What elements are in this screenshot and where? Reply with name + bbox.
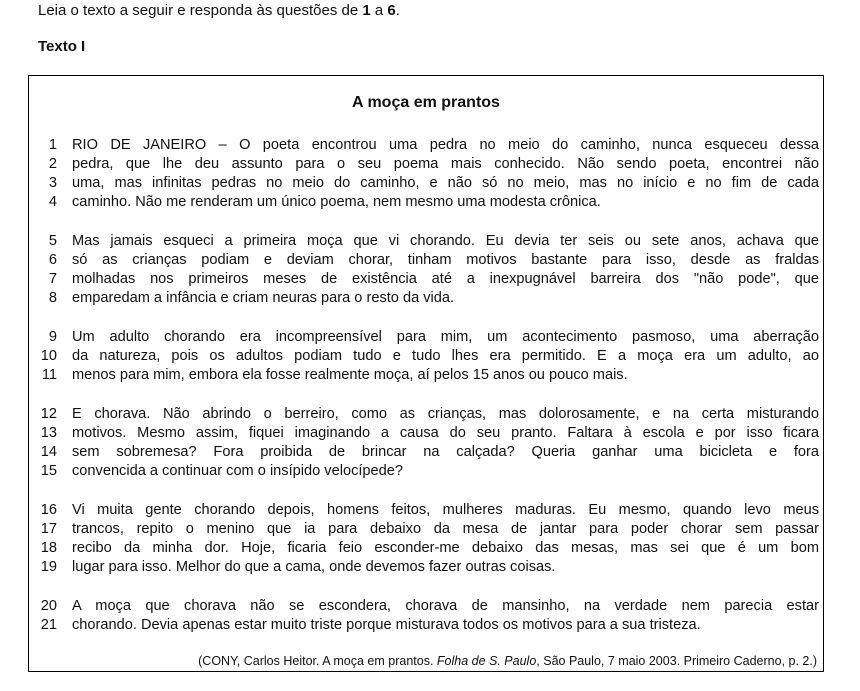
text-line <box>29 328 825 347</box>
line-text: chorando. Devia apenas estar muito triste porque misturava todos os motivos para a sua tristeza. <box>72 617 701 633</box>
source-newspaper: Folha de S. Paulo <box>436 654 537 668</box>
line-number: 21 <box>40 617 57 633</box>
instructions-connector: a <box>370 2 388 19</box>
text-line <box>29 405 825 424</box>
line-number: 10 <box>40 348 57 364</box>
line-text: uma, mas infinitas pedras no meio do caminho, e não só no meio, mas no início e no fim de cada <box>72 175 819 191</box>
line-text: molhadas nos primeiros meses de existência até a inexpugnável barreira dos "não pode", que <box>72 271 819 287</box>
text-line <box>29 232 825 251</box>
line-number: 11 <box>41 367 57 383</box>
line-number: 3 <box>48 175 57 191</box>
line-text: Um adulto chorando era incompreensível para mim, um acontecimento pasmoso, uma aberração <box>72 329 819 345</box>
line-number: 16 <box>40 502 57 518</box>
text-title: A moça em prantos <box>352 94 500 111</box>
text-line <box>29 616 825 635</box>
line-number: 13 <box>40 425 57 441</box>
text-line <box>29 462 825 481</box>
text-line <box>29 155 825 174</box>
line-text: convencida a continuar com o insípido velocípede? <box>72 463 404 479</box>
line-number: 2 <box>48 156 57 172</box>
text-line <box>29 501 825 520</box>
line-text: recibo da minha dor. Hoje, ficaria feio esconder-me debaixo das mesas, mas sei que é um bom <box>72 540 819 556</box>
line-number: 18 <box>40 540 57 556</box>
instructions-period: . <box>395 2 400 19</box>
text-line <box>29 520 825 539</box>
line-number: 8 <box>48 290 57 306</box>
line-number: 4 <box>48 194 57 210</box>
text-line <box>29 193 825 212</box>
line-text: A moça que chorava não se escondera, chorava de mansinho, na verdade nem parecia estar <box>72 598 819 614</box>
text-line <box>29 597 825 616</box>
line-number: 12 <box>40 406 57 422</box>
line-text: E chorava. Não abrindo o berreiro, como as crianças, mas dolorosamente, e na certa misturando <box>72 406 819 422</box>
line-text: pedra, que lhe deu assunto para o seu poema mais conhecido. Não sendo poeta, encontrei não <box>72 156 819 172</box>
text-line <box>29 251 825 270</box>
text-line <box>29 443 825 462</box>
line-number: 15 <box>40 463 57 479</box>
text-line <box>29 174 825 193</box>
line-text: motivos. Mesmo assim, fiquei imaginando a causa do seu pranto. Faltara à escola e por isso ficara <box>72 425 819 441</box>
line-number: 20 <box>40 598 57 614</box>
text-line <box>29 558 825 577</box>
question-end: 6 <box>387 2 396 19</box>
line-text: só as crianças podiam e deviam chorar, tinham motivos bastante para isso, desde as fraldas <box>72 252 819 268</box>
line-text: menos para mim, embora ela fosse realmente moça, aí pelos 15 anos ou pouco mais. <box>72 367 628 383</box>
line-number: 14 <box>40 444 57 460</box>
line-text: da natureza, pois os adultos podiam tudo e tudo lhes era permitido. E a moça era um adulto, ao <box>72 348 819 364</box>
text-line <box>29 289 825 308</box>
source-details: , São Paulo, 7 maio 2003. Primeiro Caderno, p. 2.) <box>536 654 817 668</box>
instructions-text: Leia o texto a seguir e responda às questões de <box>38 2 363 19</box>
source-author: (CONY, Carlos Heitor. A moça em prantos. <box>198 654 437 668</box>
source-citation <box>198 654 817 668</box>
line-text: lugar para isso. Melhor do que a cama, onde devemos fazer outras coisas. <box>72 559 556 575</box>
line-text: trancos, repito o menino que ia para debaixo da mesa de jantar para poder chorar sem passar <box>72 521 819 537</box>
line-text: sem sobremesa? Fora proibida de brincar na calçada? Queria ganhar uma bicicleta e fora <box>72 444 819 460</box>
text-line <box>29 539 825 558</box>
line-text: RIO DE JANEIRO – O poeta encontrou uma pedra no meio do caminho, nunca esqueceu dessa <box>72 137 819 153</box>
line-text: Vi muita gente chorando depois, homens feitos, mulheres maduras. Eu mesmo, quando levo meus <box>72 502 819 518</box>
text-line <box>29 136 825 155</box>
line-text: Mas jamais esqueci a primeira moça que vi chorando. Eu devia ter seis ou sete anos, achava que <box>72 233 819 249</box>
instructions <box>38 2 400 19</box>
line-number: 7 <box>48 271 57 287</box>
line-number: 17 <box>40 521 57 537</box>
line-number: 9 <box>48 329 57 345</box>
line-number: 6 <box>48 252 57 268</box>
line-text: emparedam a infância e criam neuras para o resto da vida. <box>72 290 455 306</box>
text-line <box>29 366 825 385</box>
text-frame <box>28 75 824 672</box>
line-text: caminho. Não me renderam um único poema, nem mesmo uma modesta crônica. <box>72 194 601 210</box>
line-number: 5 <box>48 233 57 249</box>
line-number: 1 <box>48 137 57 153</box>
section-title: Texto I <box>38 38 86 55</box>
text-line <box>29 347 825 366</box>
text-line <box>29 424 825 443</box>
line-number: 19 <box>40 559 57 575</box>
question-start: 1 <box>362 2 371 19</box>
text-line <box>29 270 825 289</box>
